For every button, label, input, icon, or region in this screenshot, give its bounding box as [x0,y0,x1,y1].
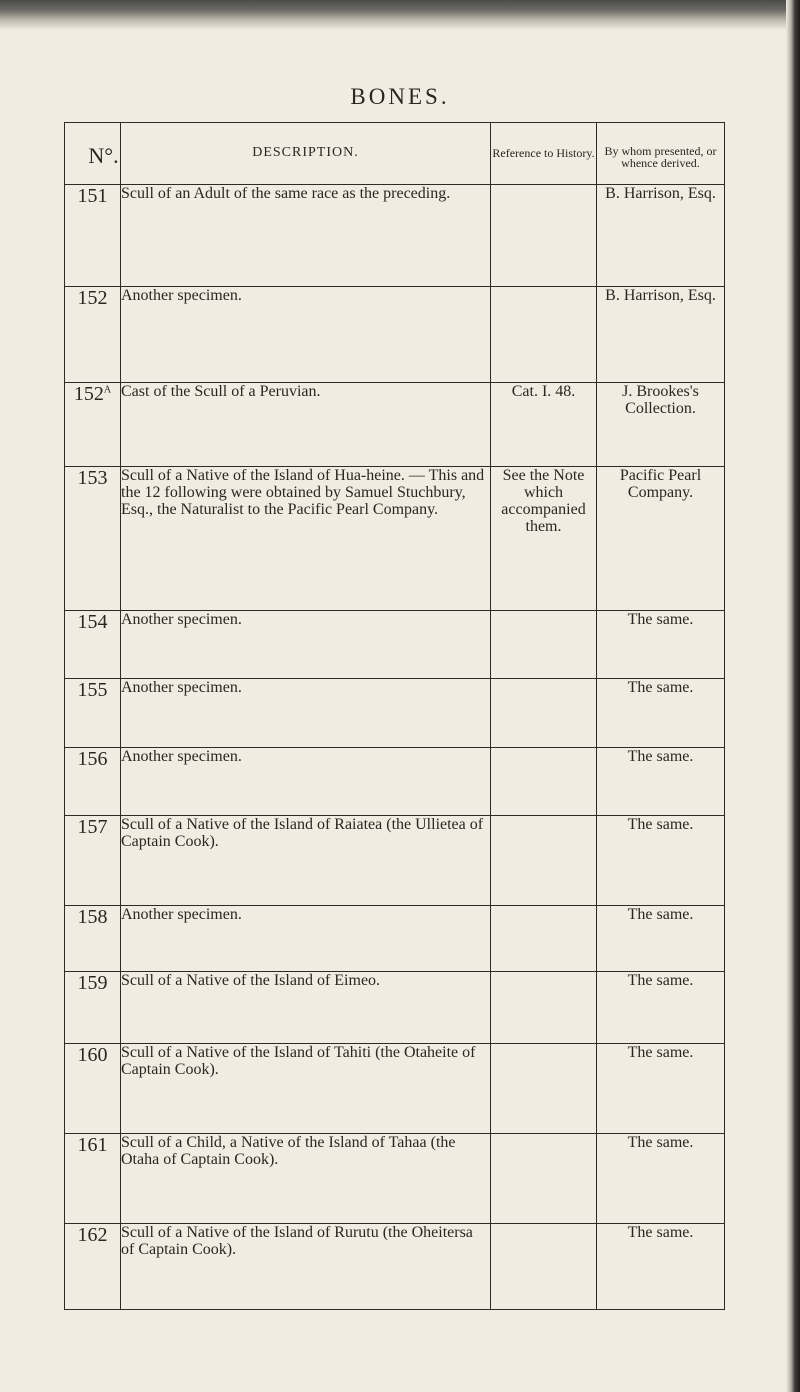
entry-number: 154 [65,611,121,679]
entry-presented-by: The same. [597,972,725,1044]
entry-number: 161 [65,1134,121,1224]
entry-description: Scull of a Child, a Native of the Island of Tahaa (the Otaha of Captain Cook). [121,1134,491,1224]
header-number: N°. [65,123,121,185]
entry-description: Scull of a Native of the Island of Eimeo. [121,972,491,1044]
table-row [65,1224,725,1310]
entry-number: 160 [65,1044,121,1134]
entry-description: Scull of a Native of the Island of Hua-heine. — This and the 12 following were obtained by Samuel Stuchbury, Esq., the Naturalist to the Pacific Pearl Company. [121,467,491,611]
entry-presented-by: Pacific Pearl Company. [597,467,725,611]
entry-description: Scull of a Native of the Island of Rurutu (the Oheitersa of Captain Cook). [121,1224,491,1310]
header-reference: Reference to History. [491,123,597,185]
table-row [65,816,725,906]
entry-number: 155 [65,679,121,748]
table-row [65,185,725,287]
entry-number: 152 [65,287,121,383]
page-binding-shadow [786,0,800,1392]
table-row [65,287,725,383]
entry-description: Scull of an Adult of the same race as the preceding. [121,185,491,287]
table-row [65,467,725,611]
entry-reference [491,679,597,748]
entry-number: 156 [65,748,121,816]
entry-description: Another specimen. [121,748,491,816]
entry-reference: See the Note which accompanied them. [491,467,597,611]
entry-presented-by: The same. [597,748,725,816]
entry-reference [491,611,597,679]
entry-number: 157 [65,816,121,906]
entry-description: Cast of the Scull of a Peruvian. [121,383,491,467]
header-presented-by: By whom presented, or whence derived. [597,123,725,185]
table-row [65,1134,725,1224]
table-row [65,383,725,467]
entry-description: Another specimen. [121,906,491,972]
page-edge-shadow [0,0,800,30]
entry-description: Scull of a Native of the Island of Tahiti (the Otaheite of Captain Cook). [121,1044,491,1134]
page-title: BONES. [350,84,450,109]
entry-description: Scull of a Native of the Island of Raiatea (the Ullietea of Captain Cook). [121,816,491,906]
entry-presented-by: The same. [597,1044,725,1134]
entry-number: 158 [65,906,121,972]
entry-reference [491,972,597,1044]
entry-reference [491,287,597,383]
entry-number: 159 [65,972,121,1044]
entry-presented-by: B. Harrison, Esq. [597,287,725,383]
entry-reference [491,1044,597,1134]
entry-number: 162 [65,1224,121,1310]
entry-presented-by: The same. [597,611,725,679]
table-row [65,679,725,748]
entry-reference [491,816,597,906]
entry-presented-by: The same. [597,679,725,748]
entry-presented-by: B. Harrison, Esq. [597,185,725,287]
entry-description: Another specimen. [121,679,491,748]
entry-presented-by: The same. [597,906,725,972]
table-row [65,611,725,679]
table-row [65,748,725,816]
entry-presented-by: The same. [597,1224,725,1310]
table-row [65,906,725,972]
entry-reference [491,185,597,287]
header-row [65,123,725,185]
entry-presented-by: J. Brookes's Collection. [597,383,725,467]
entry-description: Another specimen. [121,611,491,679]
entry-reference [491,1134,597,1224]
entry-description: Another specimen. [121,287,491,383]
entry-reference [491,748,597,816]
entry-presented-by: The same. [597,1134,725,1224]
entry-reference: Cat. I. 48. [491,383,597,467]
entry-reference [491,906,597,972]
header-description: DESCRIPTION. [121,123,491,185]
entry-number: 153 [65,467,121,611]
entry-number: 151 [65,185,121,287]
table-row [65,1044,725,1134]
entry-presented-by: The same. [597,816,725,906]
entry-number: $152^A$ [65,383,121,467]
entry-reference [491,1224,597,1310]
table-row [65,972,725,1044]
catalog-table [64,122,725,1310]
